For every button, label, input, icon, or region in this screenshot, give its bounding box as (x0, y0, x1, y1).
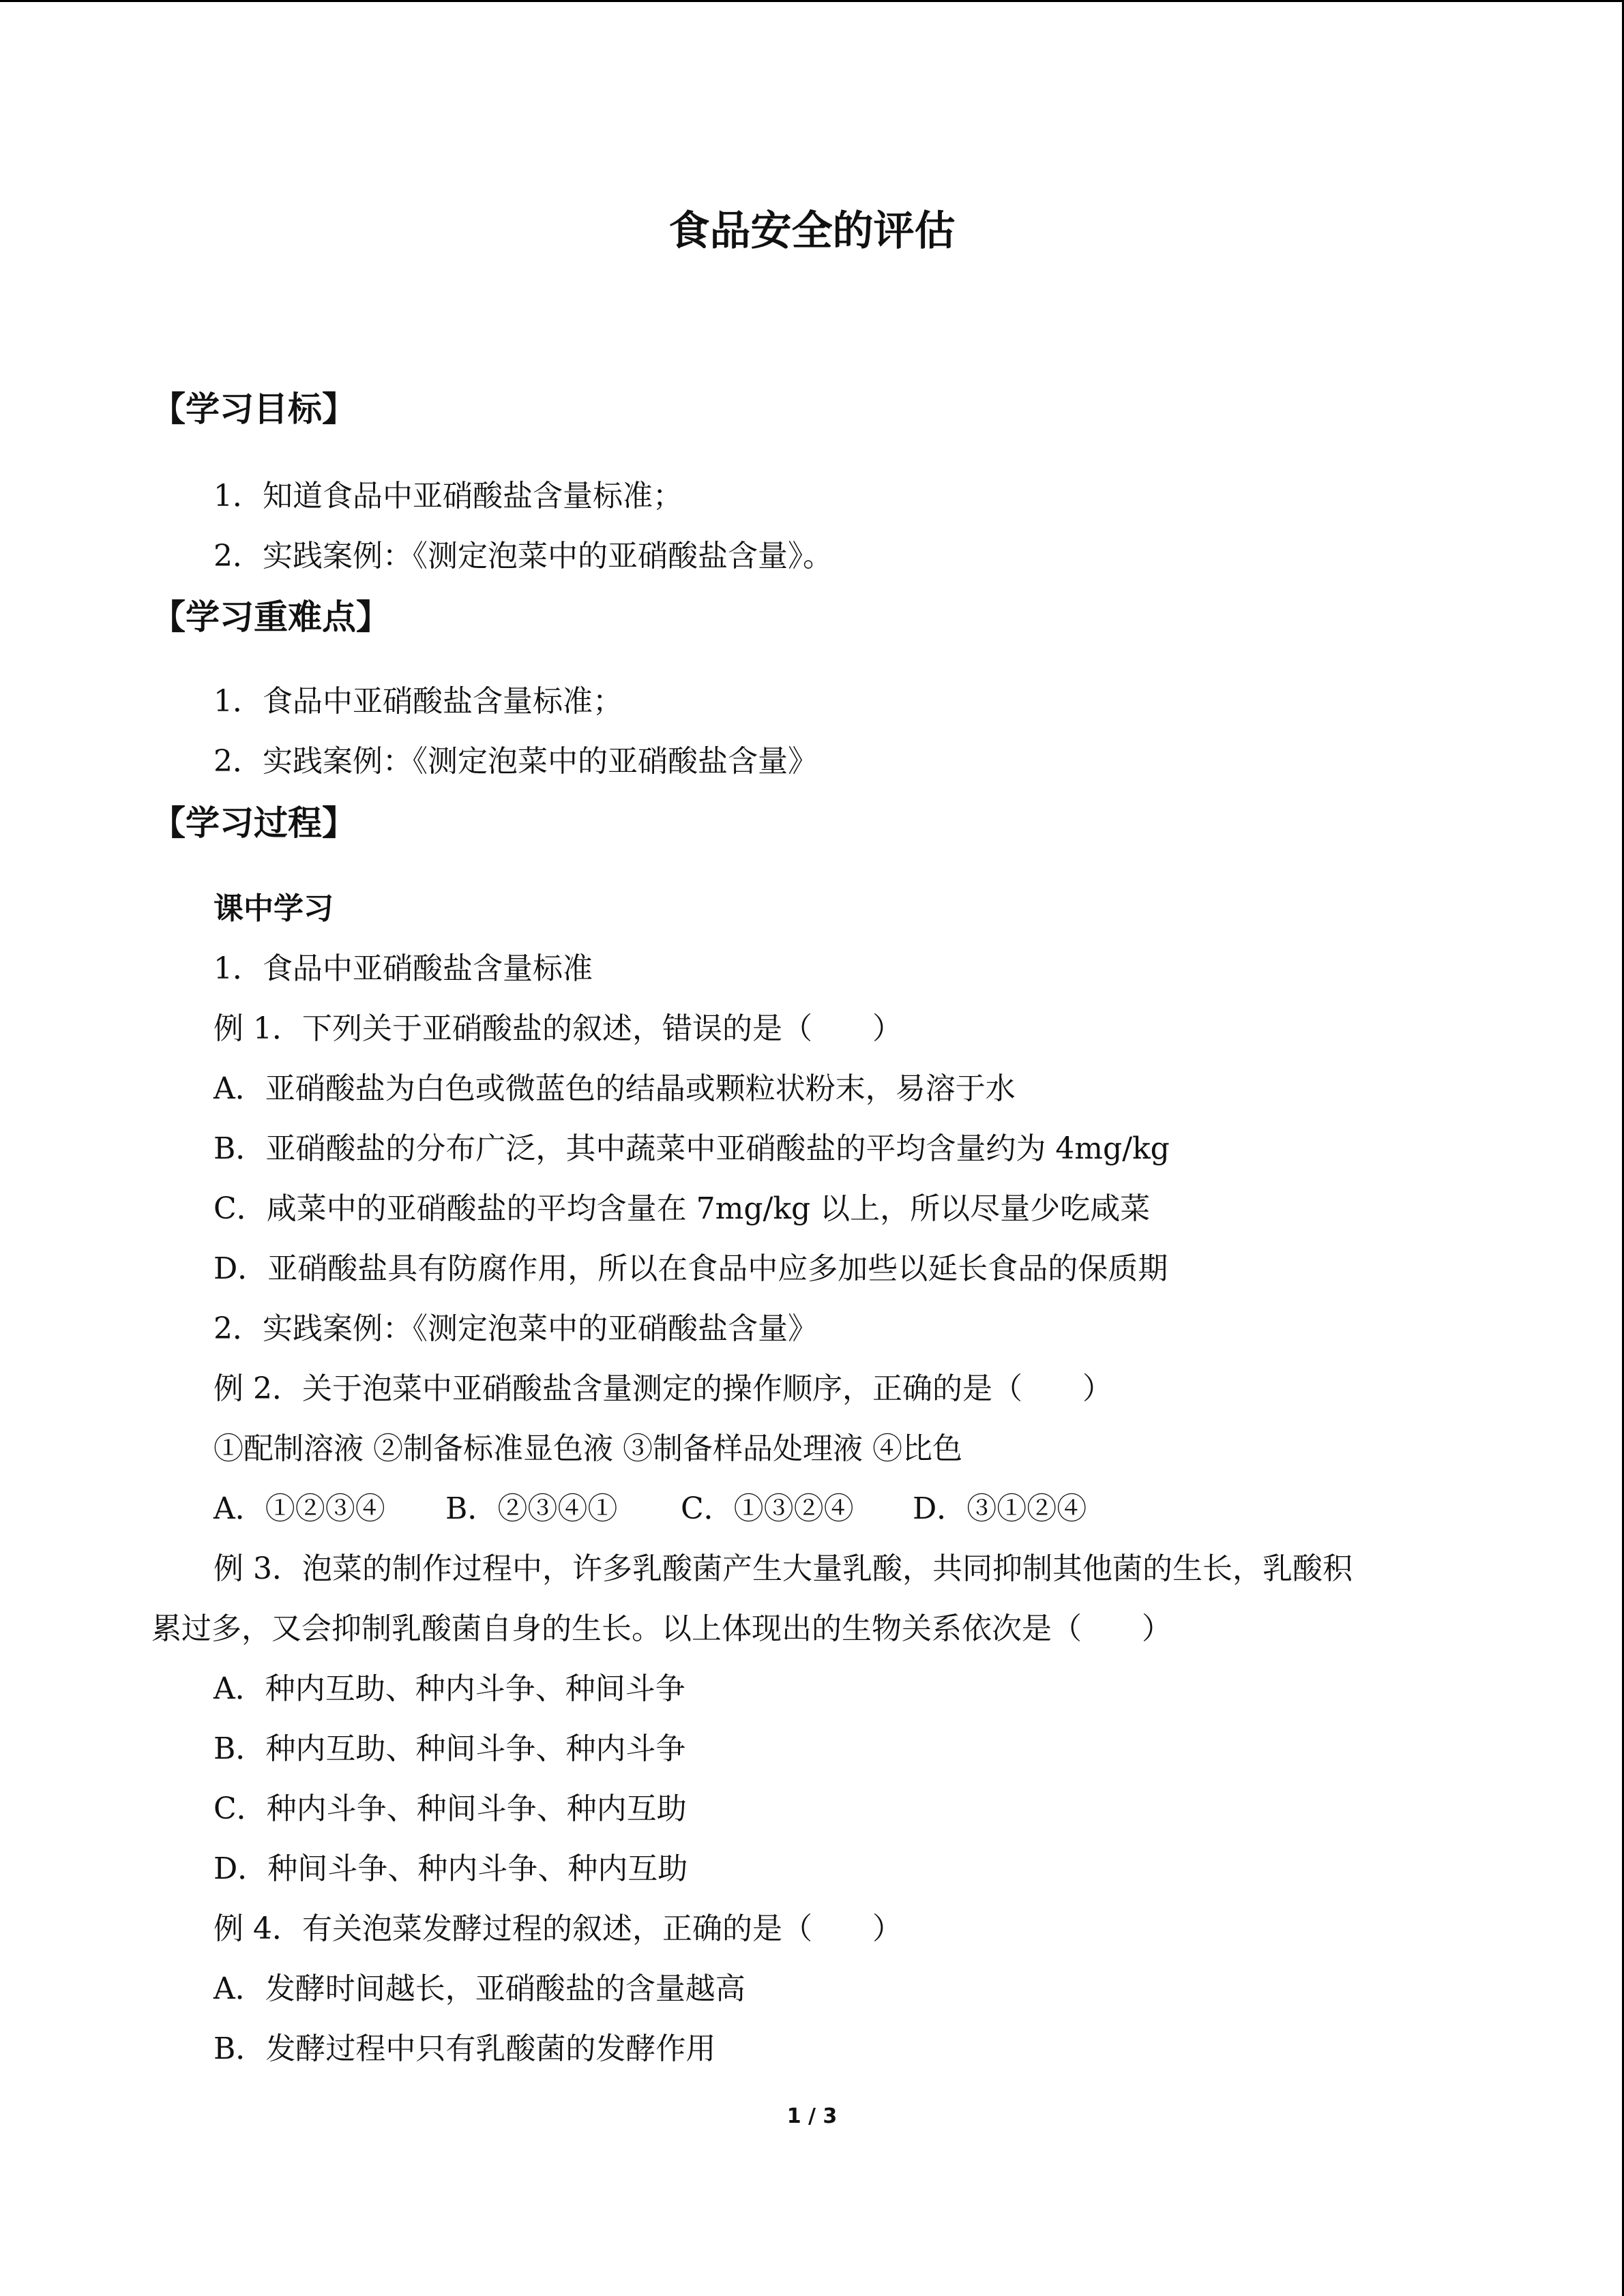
example-1-option-c: C．咸菜中的亚硝酸盐的平均含量在 7mg/kg 以上，所以尽量少吃咸菜 (213, 1191, 1151, 1226)
example-2-steps: ①配制溶液 ②制备标准显色液 ③制备样品处理液 ④比色 (213, 1431, 962, 1466)
topic-2: 2．实践案例：《测定泡菜中的亚硝酸盐含量》 (213, 1311, 818, 1346)
document-title: 食品安全的评估 (668, 207, 956, 255)
page-number: 1 / 3 (786, 2104, 838, 2128)
topic-1: 1．食品中亚硝酸盐含量标准 (213, 951, 593, 986)
example-1-question: 例 1．下列关于亚硝酸盐的叙述，错误的是（ ） (213, 1011, 902, 1046)
example-1-option-a: A．亚硝酸盐为白色或微蓝色的结晶或颗粒状粉末，易溶于水 (213, 1071, 1016, 1106)
example-4-question: 例 4．有关泡菜发酵过程的叙述，正确的是（ ） (213, 1911, 902, 1946)
example-2-option-b: B．②③④① (445, 1491, 618, 1526)
key-point-item-2: 2．实践案例：《测定泡菜中的亚硝酸盐含量》 (213, 744, 818, 779)
example-3-question-line-1: 例 3．泡菜的制作过程中，许多乳酸菌产生大量乳酸，共同抑制其他菌的生长，乳酸积 (213, 1551, 1353, 1586)
example-3-option-b: B．种内互助、种间斗争、种内斗争 (213, 1731, 686, 1766)
example-1-option-d: D．亚硝酸盐具有防腐作用，所以在食品中应多加些以延长食品的保质期 (213, 1251, 1168, 1286)
subheading-in-class: 课中学习 (213, 891, 334, 926)
example-3-option-d: D．种间斗争、种内斗争、种内互助 (213, 1851, 688, 1886)
example-3-option-c: C．种内斗争、种间斗争、种内互助 (213, 1791, 687, 1826)
example-2-option-c: C．①③②④ (681, 1491, 854, 1526)
example-2-option-a: A．①②③④ (213, 1491, 385, 1526)
example-1-option-b: B．亚硝酸盐的分布广泛，其中蔬菜中亚硝酸盐的平均含量约为 4mg/kg (213, 1131, 1170, 1166)
example-3-option-a: A．种内互助、种内斗争、种间斗争 (213, 1671, 685, 1706)
example-4-option-a: A．发酵时间越长，亚硝酸盐的含量越高 (213, 1971, 745, 2006)
example-4-option-b: B．发酵过程中只有乳酸菌的发酵作用 (213, 2031, 716, 2066)
key-point-item-1: 1．食品中亚硝酸盐含量标准； (213, 684, 623, 719)
section-heading-process: 【学习过程】 (151, 803, 356, 843)
example-2-options (213, 1491, 1087, 1527)
objective-item-2: 2．实践案例：《测定泡菜中的亚硝酸盐含量》。 (213, 539, 833, 573)
section-heading-key-points: 【学习重难点】 (151, 597, 390, 637)
example-2-question: 例 2．关于泡菜中亚硝酸盐含量测定的操作顺序，正确的是（ ） (213, 1371, 1112, 1406)
example-3-question-line-2: 累过多，又会抑制乳酸菌自身的生长。以上体现出的生物关系依次是（ ） (151, 1611, 1172, 1646)
section-heading-objectives: 【学习目标】 (151, 389, 356, 429)
example-2-option-d: D．③①②④ (913, 1491, 1087, 1526)
objective-item-1: 1．知道食品中亚硝酸盐含量标准； (213, 479, 683, 513)
